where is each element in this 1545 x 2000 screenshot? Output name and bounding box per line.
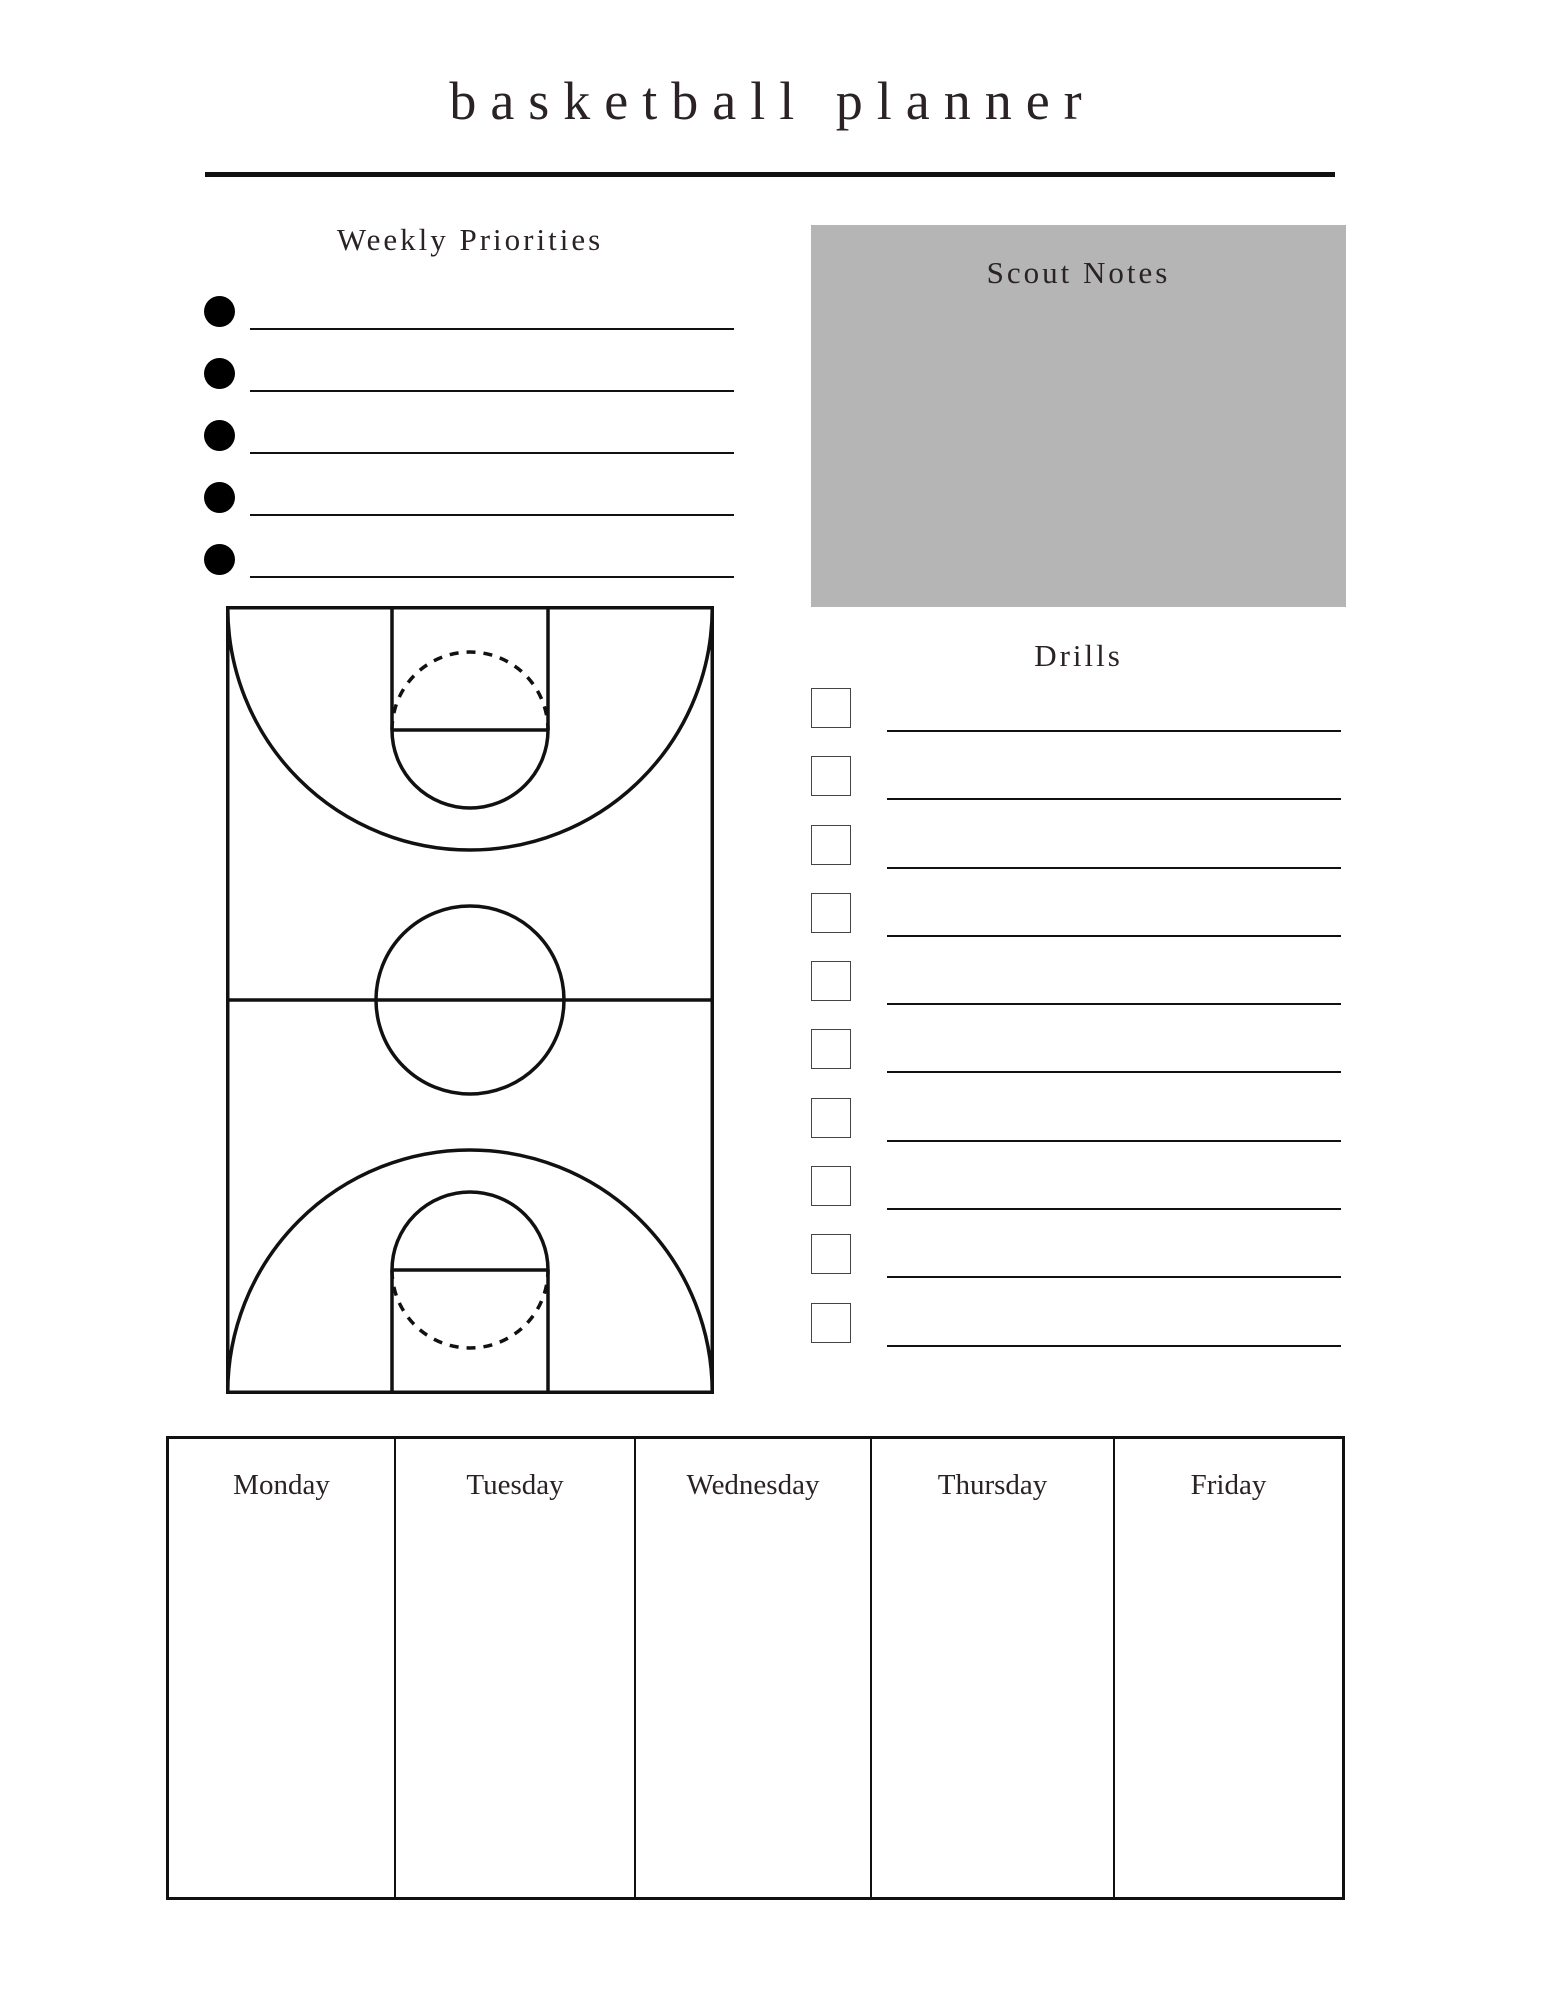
drill-item [811, 688, 1341, 756]
drill-line[interactable] [887, 935, 1341, 937]
bullet-icon [204, 296, 235, 327]
drill-item [811, 1098, 1341, 1166]
bullet-icon [204, 420, 235, 451]
drill-line[interactable] [887, 1140, 1341, 1142]
drill-item [811, 1166, 1341, 1234]
drill-item [811, 1029, 1341, 1097]
basketball-court-icon [226, 606, 714, 1394]
drill-checkbox[interactable] [811, 688, 851, 728]
drill-item [811, 893, 1341, 961]
day-label: Monday [233, 1469, 330, 1501]
day-column-tuesday[interactable] [396, 1439, 636, 1897]
drill-checkbox[interactable] [811, 961, 851, 1001]
priority-line[interactable] [250, 452, 734, 454]
priority-item [204, 416, 734, 478]
drills-heading: Drills [1034, 638, 1123, 673]
weekly-priorities-list [204, 292, 734, 602]
drill-item [811, 1234, 1341, 1302]
priority-line[interactable] [250, 576, 734, 578]
drill-line[interactable] [887, 798, 1341, 800]
weekly-priorities-heading: Weekly Priorities [336, 222, 604, 257]
drill-checkbox[interactable] [811, 1234, 851, 1274]
page-title: basketball planner [449, 71, 1096, 131]
drill-line[interactable] [887, 730, 1341, 732]
drill-item [811, 1303, 1341, 1371]
drill-line[interactable] [887, 1345, 1341, 1347]
day-column-wednesday[interactable] [636, 1439, 872, 1897]
day-label: Tuesday [466, 1469, 564, 1501]
drill-checkbox[interactable] [811, 756, 851, 796]
drill-checkbox[interactable] [811, 1029, 851, 1069]
title-divider [205, 172, 1335, 177]
day-label: Thursday [937, 1469, 1048, 1501]
drill-checkbox[interactable] [811, 1166, 851, 1206]
top-free-throw-circle-dashed [392, 652, 548, 730]
bullet-icon [204, 544, 235, 575]
priority-item [204, 478, 734, 540]
priority-item [204, 292, 734, 354]
bottom-free-throw-circle-dashed [392, 1270, 548, 1348]
scout-notes-heading: Scout Notes [986, 255, 1171, 290]
drill-line[interactable] [887, 1276, 1341, 1278]
top-free-throw-circle-solid [392, 730, 548, 808]
priority-line[interactable] [250, 390, 734, 392]
drill-line[interactable] [887, 1071, 1341, 1073]
drill-line[interactable] [887, 867, 1341, 869]
bullet-icon [204, 358, 235, 389]
drill-line[interactable] [887, 1003, 1341, 1005]
drill-item [811, 756, 1341, 824]
day-label: Wednesday [686, 1469, 820, 1501]
drill-item [811, 961, 1341, 1029]
drill-checkbox[interactable] [811, 1098, 851, 1138]
drill-checkbox[interactable] [811, 893, 851, 933]
priority-line[interactable] [250, 328, 734, 330]
drill-checkbox[interactable] [811, 1303, 851, 1343]
priority-item [204, 540, 734, 602]
drill-line[interactable] [887, 1208, 1341, 1210]
day-column-thursday[interactable] [872, 1439, 1115, 1897]
bullet-icon [204, 482, 235, 513]
weekly-schedule-table [166, 1436, 1345, 1900]
bottom-free-throw-circle-solid [392, 1192, 548, 1270]
day-column-friday[interactable] [1115, 1439, 1342, 1897]
drill-checkbox[interactable] [811, 825, 851, 865]
drill-item [811, 825, 1341, 893]
priority-item [204, 354, 734, 416]
day-label: Friday [1190, 1469, 1267, 1501]
priority-line[interactable] [250, 514, 734, 516]
day-column-monday[interactable] [169, 1439, 396, 1897]
drills-list [811, 688, 1341, 1371]
